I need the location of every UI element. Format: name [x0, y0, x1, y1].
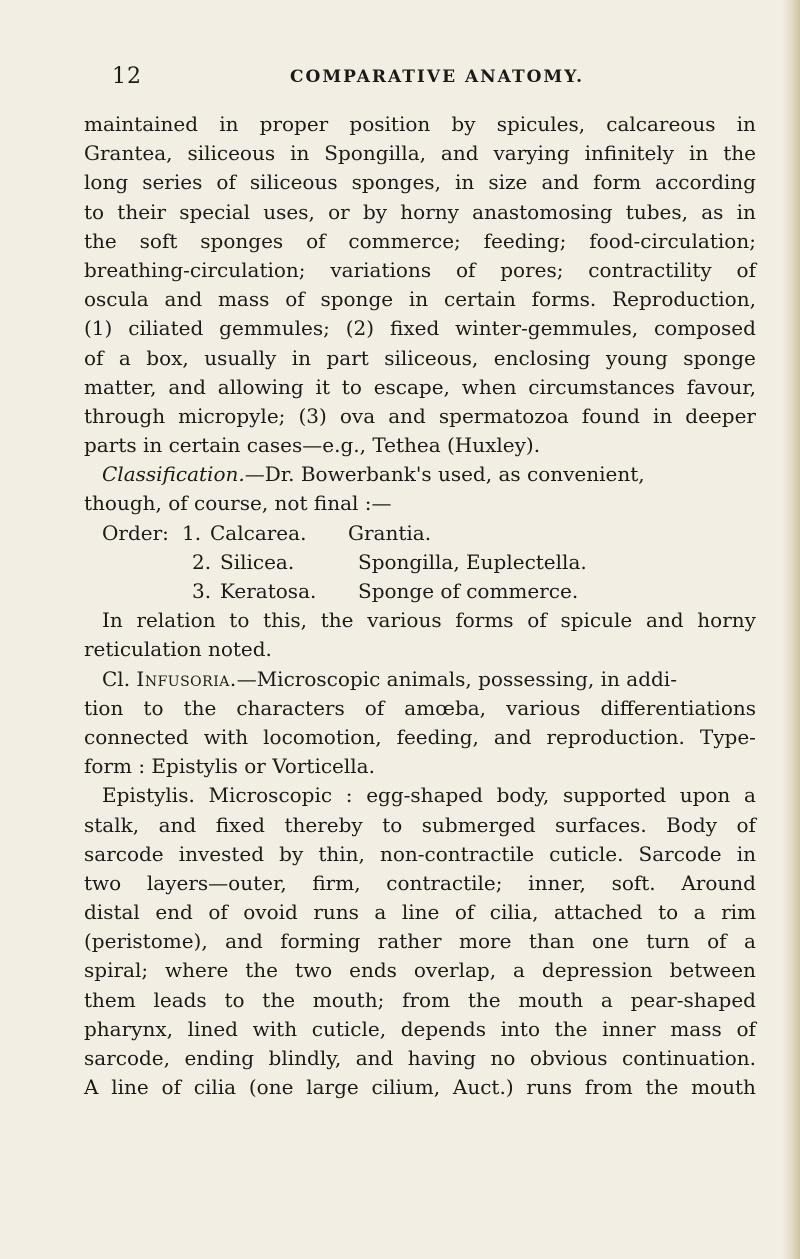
order-example: Sponge of commerce. — [358, 579, 579, 603]
word: proper — [259, 112, 329, 136]
word: ova — [339, 403, 376, 428]
word: of — [364, 695, 385, 720]
text-line — [84, 694, 756, 723]
word: forms — [455, 608, 514, 633]
text-line — [84, 168, 756, 197]
word: inner — [602, 1016, 656, 1041]
word: fixed — [390, 316, 440, 341]
text-line — [84, 256, 756, 285]
word: runs — [526, 1075, 573, 1100]
word: in — [652, 403, 673, 428]
word: A — [84, 1075, 99, 1100]
word: to — [341, 374, 362, 399]
word: end — [155, 900, 193, 925]
word: enclosing — [493, 345, 591, 370]
word: mouth; — [312, 987, 385, 1012]
word: by — [279, 841, 304, 866]
word: position — [349, 112, 431, 136]
word: and — [355, 1046, 394, 1070]
word: (1) — [84, 316, 113, 341]
text-line — [84, 840, 756, 869]
word: of — [208, 900, 228, 925]
text-line — [84, 986, 756, 1015]
text-line — [84, 723, 756, 752]
word: of — [454, 900, 475, 925]
word: part — [326, 345, 369, 370]
word: horny — [400, 199, 459, 224]
word: stalk, — [84, 812, 140, 837]
word: the — [262, 987, 296, 1012]
word: amœba, — [404, 695, 487, 720]
word: non-contractile — [379, 841, 535, 866]
word: pear-shaped — [630, 987, 756, 1012]
word: various — [367, 608, 442, 633]
word: long — [84, 170, 129, 195]
word: blindly, — [268, 1046, 342, 1070]
word: from — [584, 1075, 633, 1100]
word: a — [118, 345, 131, 370]
word: the — [467, 987, 501, 1012]
word: to — [229, 608, 250, 633]
text-line — [84, 1015, 756, 1044]
word: forms. — [531, 287, 597, 312]
word: favour, — [686, 374, 756, 399]
word: as — [701, 199, 724, 224]
word: in — [736, 841, 756, 866]
word: usually — [204, 345, 277, 370]
text-line — [84, 110, 756, 139]
word: mass — [670, 1016, 722, 1041]
order-name: Silicea. — [220, 549, 295, 574]
word: of — [161, 1075, 181, 1100]
word: of — [216, 170, 236, 195]
word: in — [454, 170, 475, 195]
word: spicule — [560, 608, 633, 633]
word: depression — [541, 958, 653, 983]
text-line — [84, 227, 756, 256]
word: box, — [146, 345, 189, 370]
text-line — [84, 811, 756, 840]
word: a — [374, 900, 387, 925]
word: two — [84, 870, 122, 895]
word: fixed — [215, 812, 265, 837]
word: varying — [493, 141, 570, 166]
word: (3) — [298, 403, 327, 428]
word: in — [290, 141, 310, 166]
classification-text: —Dr. Bowerbank's used, as convenient, — [244, 462, 645, 487]
word: series — [142, 170, 203, 195]
word: rim — [721, 900, 756, 925]
text-line: parts in certain cases—e.g., Tethea (Huxley). — [84, 433, 541, 458]
word: and — [645, 608, 684, 633]
word: certain — [444, 287, 516, 312]
word: spicules, — [496, 112, 586, 136]
word: a — [743, 929, 756, 954]
word: of — [285, 287, 305, 312]
word: locomotion, — [263, 724, 382, 749]
word: runs — [313, 900, 359, 925]
word: large — [306, 1075, 359, 1100]
text-line — [84, 285, 756, 314]
word: it — [315, 374, 330, 399]
word: In — [102, 608, 123, 633]
word: horny — [697, 608, 756, 633]
word: Sarcode — [638, 841, 722, 866]
word: in — [408, 287, 429, 312]
word: a — [693, 900, 706, 925]
word: in — [291, 345, 312, 370]
word: characters — [236, 695, 345, 720]
running-head: COMPARATIVE ANATOMY. — [290, 67, 585, 87]
order-row — [84, 519, 756, 548]
word: sponges — [200, 228, 284, 253]
text-line — [84, 314, 756, 343]
order-number: 1. — [182, 520, 202, 545]
word: a — [513, 958, 525, 983]
word: the — [183, 695, 217, 720]
word: spermatozoa — [438, 403, 569, 428]
word: leads — [153, 987, 207, 1012]
word: to — [143, 695, 164, 720]
order-label: Order: — [102, 520, 169, 545]
word: firm, — [312, 870, 361, 895]
word: Microscopic — [208, 783, 333, 808]
word: thin, — [318, 841, 365, 866]
word: rather — [377, 929, 442, 954]
word: more — [459, 929, 512, 954]
word: a — [743, 783, 756, 808]
word: continuation. — [622, 1046, 756, 1070]
word: maintained — [84, 112, 199, 136]
classification-line — [84, 460, 756, 489]
word: Auct.) — [452, 1075, 514, 1100]
word: forming — [280, 929, 361, 954]
order-example: Grantia. — [348, 520, 432, 545]
text-line — [84, 781, 756, 810]
word: infinitely — [584, 141, 675, 166]
word: Reproduction, — [612, 287, 756, 312]
word: ending — [184, 1046, 255, 1070]
word: siliceous — [187, 141, 276, 166]
word: or — [328, 199, 350, 224]
order-name: Calcarea. — [210, 520, 307, 545]
text-line — [84, 139, 756, 168]
word: pores; — [500, 257, 564, 282]
text-line — [84, 198, 756, 227]
order-number: 2. — [192, 549, 212, 574]
body-text — [84, 110, 756, 1102]
word: where — [165, 958, 229, 983]
word: pharynx, — [84, 1016, 173, 1041]
word: depends — [400, 1016, 486, 1041]
order-row — [84, 548, 756, 577]
infusoria-heading-line — [84, 665, 756, 694]
word: size — [488, 170, 528, 195]
word: body, — [496, 783, 550, 808]
word: attached — [553, 900, 643, 925]
order-example: Spongilla, Euplectella. — [358, 549, 587, 574]
word: of — [306, 228, 326, 253]
word: (one — [248, 1075, 294, 1100]
word: lined — [187, 1016, 238, 1041]
word: mouth — [518, 987, 584, 1012]
word: escape, — [373, 374, 450, 399]
word: the — [554, 1016, 588, 1041]
word: line — [401, 900, 440, 925]
word: mass — [217, 287, 270, 312]
class-abbrev: Cl. — [102, 666, 131, 691]
word: of — [736, 257, 756, 282]
word: turn — [646, 929, 690, 954]
word: thereby — [284, 812, 363, 837]
word: Around — [681, 870, 756, 895]
word: sponge — [683, 345, 756, 370]
word: and — [388, 403, 426, 428]
word: (peristome), — [84, 929, 208, 954]
word: and — [168, 374, 206, 399]
word: form — [593, 170, 642, 195]
word: found — [581, 403, 640, 428]
word: micropyle; — [178, 403, 286, 428]
word: mouth — [691, 1075, 756, 1100]
word: distal — [84, 900, 140, 925]
text-line — [84, 898, 756, 927]
word: from — [402, 987, 451, 1012]
word: them — [84, 987, 136, 1012]
word: siliceous — [249, 170, 338, 195]
text-line — [84, 344, 756, 373]
word: matter, — [84, 374, 157, 399]
classification-label: Classification. — [102, 462, 245, 487]
text-line — [84, 1044, 756, 1073]
word: one — [592, 929, 629, 954]
word: sponge — [320, 287, 394, 312]
word: : — [345, 783, 353, 808]
word: their — [117, 199, 167, 224]
infusoria-text: —Microscopic animals, possessing, in addi- — [236, 666, 677, 691]
word: and — [440, 141, 479, 166]
word: to — [224, 987, 245, 1012]
text-line: though, of course, not final :— — [84, 491, 392, 516]
text-line — [84, 869, 756, 898]
word: ciliated — [128, 316, 204, 341]
word: and — [541, 170, 580, 195]
word: the — [723, 141, 756, 166]
word: composed — [653, 316, 756, 341]
word: according — [655, 170, 756, 195]
word: to — [84, 199, 105, 224]
word: allowing — [217, 374, 304, 399]
word: of — [527, 608, 547, 633]
word: various — [506, 695, 581, 720]
word: the — [645, 1075, 679, 1100]
word: to — [382, 812, 403, 837]
word: line — [111, 1075, 149, 1100]
word: gemmules; — [219, 316, 330, 341]
word: contractile; — [386, 870, 503, 895]
text-line: form : Epistylis or Vorticella. — [84, 754, 375, 779]
word: Grantea, — [84, 141, 173, 166]
word: soft. — [611, 870, 656, 895]
word: special — [179, 199, 251, 224]
word: variations — [330, 257, 432, 282]
word: through — [84, 403, 166, 428]
word: connected — [84, 724, 189, 749]
word: cilia, — [489, 900, 539, 925]
word: of — [736, 812, 756, 837]
word: and — [158, 812, 197, 837]
word: soft — [139, 228, 178, 253]
page-number: 12 — [112, 64, 142, 89]
word: cuticle. — [549, 841, 624, 866]
word: relation — [136, 608, 216, 633]
order-name: Keratosa. — [220, 579, 317, 603]
word: and — [164, 287, 203, 312]
word: of — [736, 1016, 756, 1041]
word: Epistylis. — [102, 783, 195, 808]
word: of — [455, 257, 476, 282]
word: sarcode — [84, 841, 164, 866]
text-line: reticulation noted. — [84, 637, 272, 662]
word: by — [451, 112, 476, 136]
word: differentiations — [600, 695, 756, 720]
word: the — [84, 228, 117, 253]
word: and — [225, 929, 263, 954]
word: obvious — [529, 1046, 608, 1070]
word: Type- — [699, 724, 756, 749]
word: the — [245, 958, 278, 983]
word: young — [605, 345, 668, 370]
word: with — [252, 1016, 298, 1041]
word: invested — [178, 841, 265, 866]
word: overlap, — [413, 958, 497, 983]
text-line — [84, 402, 756, 431]
text-line — [84, 373, 756, 402]
page-edge-shadow — [782, 0, 800, 1259]
order-row — [84, 577, 756, 606]
word: this, — [263, 608, 308, 633]
word: of — [84, 345, 104, 370]
word: by — [362, 199, 388, 224]
word: ovoid — [243, 900, 298, 925]
text-line — [84, 956, 756, 985]
word: tion — [84, 695, 124, 720]
word: tubes, — [625, 199, 688, 224]
word: into — [500, 1016, 540, 1041]
word: uses, — [263, 199, 315, 224]
word: calcareous — [606, 112, 716, 136]
word: cuticle, — [311, 1016, 387, 1041]
word: egg-shaped — [366, 783, 483, 808]
word: two — [294, 958, 333, 983]
word: inner, — [528, 870, 586, 895]
word: and — [493, 724, 532, 749]
word: breathing-circulation; — [84, 257, 306, 282]
word: with — [203, 724, 249, 749]
word: reproduction. — [546, 724, 685, 749]
word: layers—outer, — [146, 870, 287, 895]
word: when — [461, 374, 517, 399]
word: spiral; — [84, 958, 149, 983]
word: (2) — [345, 316, 375, 341]
word: in — [688, 141, 709, 166]
word: winter-gemmules, — [455, 316, 639, 341]
word: cilia — [193, 1075, 237, 1100]
text-line — [84, 1073, 756, 1102]
word: submerged — [421, 812, 536, 837]
word: siliceous, — [384, 345, 479, 370]
word: to — [658, 900, 679, 925]
word: anastomosing — [472, 199, 613, 224]
word: the — [320, 608, 354, 633]
word: feeding; — [483, 228, 567, 253]
word: than — [528, 929, 575, 954]
word: having — [407, 1046, 476, 1070]
word: Spongilla, — [324, 141, 426, 166]
word: feeding, — [396, 724, 479, 749]
word: sponges, — [351, 170, 441, 195]
text-line — [84, 927, 756, 956]
word: circumstances — [528, 374, 675, 399]
word: contractility — [588, 257, 712, 282]
word: between — [669, 958, 756, 983]
word: deeper — [685, 403, 756, 428]
word: a — [600, 987, 613, 1012]
word: oscula — [84, 287, 149, 312]
word: upon — [679, 783, 731, 808]
word: commerce; — [348, 228, 461, 253]
word: surfaces. — [554, 812, 647, 837]
word: cilium, — [371, 1075, 441, 1100]
word: food-circulation; — [589, 228, 756, 253]
class-name: Infusoria. — [136, 666, 237, 691]
word: of — [707, 929, 727, 954]
word: in — [219, 112, 239, 136]
word: Body — [666, 812, 718, 837]
word: no — [490, 1046, 516, 1070]
word: ends — [349, 958, 397, 983]
word: in — [736, 112, 756, 136]
word: sarcode, — [84, 1046, 170, 1070]
order-number: 3. — [192, 579, 212, 603]
word: supported — [562, 783, 666, 808]
word: in — [736, 199, 756, 224]
text-line — [84, 606, 756, 635]
page-header — [0, 64, 800, 94]
